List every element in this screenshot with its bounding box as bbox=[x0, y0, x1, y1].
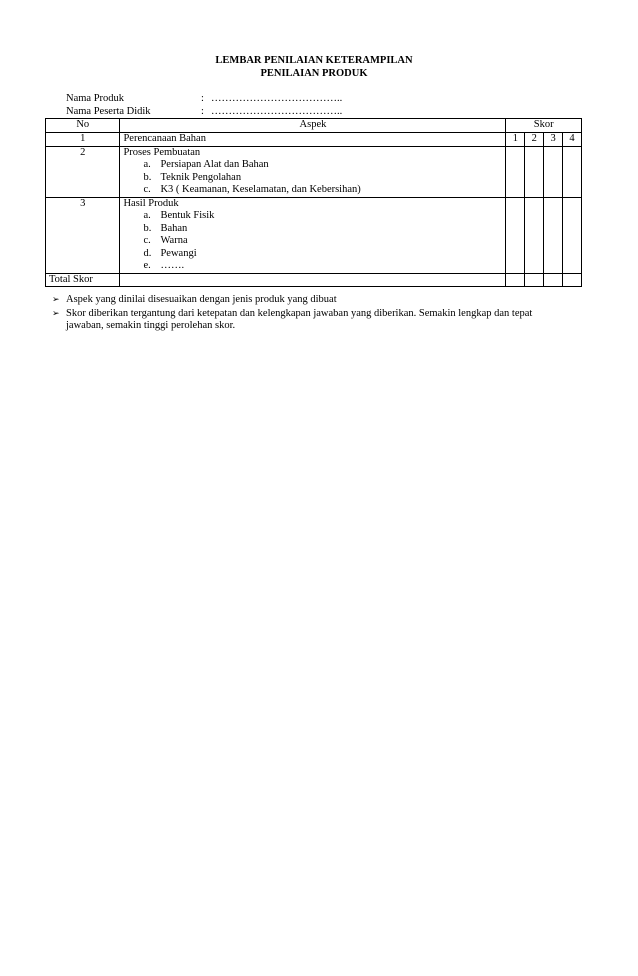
list-marker: e. bbox=[143, 260, 151, 271]
identity-row-product bbox=[66, 92, 466, 105]
score-cell[interactable] bbox=[525, 197, 544, 273]
identity-value-blank: ……………………………….. bbox=[211, 106, 343, 117]
list-item-text: Bentuk Fisik bbox=[160, 210, 215, 221]
score-cell[interactable] bbox=[563, 197, 582, 273]
list-item-text: Warna bbox=[160, 235, 188, 246]
score-col-label: 3 bbox=[544, 133, 563, 147]
list-item bbox=[123, 223, 502, 236]
identity-label: Nama Peserta Didik bbox=[66, 106, 151, 117]
title-line-1: LEMBAR PENILAIAN KETERAMPILAN bbox=[215, 55, 413, 66]
list-marker: c. bbox=[143, 235, 151, 246]
score-cell[interactable] bbox=[544, 273, 563, 287]
assessment-table bbox=[45, 118, 582, 287]
score-col-label: 4 bbox=[563, 133, 582, 147]
list-item bbox=[123, 172, 502, 185]
header-no: No bbox=[46, 119, 120, 133]
list-marker: d. bbox=[143, 247, 152, 259]
table-row bbox=[46, 197, 582, 273]
score-cell[interactable] bbox=[544, 197, 563, 273]
list-item bbox=[123, 235, 502, 248]
table-header-row bbox=[46, 119, 582, 133]
identity-value-blank: ……………………………….. bbox=[211, 93, 343, 104]
score-cell[interactable] bbox=[525, 273, 544, 287]
total-row bbox=[46, 273, 582, 287]
list-marker: a. bbox=[143, 159, 151, 170]
note-text: Aspek yang dinilai disesuaikan dengan jenis produk yang dibuat bbox=[66, 294, 337, 305]
header-aspek: Aspek bbox=[120, 119, 506, 133]
total-label: Total Skor bbox=[46, 273, 120, 287]
arrow-bullet-icon: ➢ bbox=[52, 308, 60, 319]
note-item bbox=[52, 308, 572, 333]
list-marker: a. bbox=[143, 210, 151, 221]
table-row bbox=[46, 133, 582, 147]
table-row bbox=[46, 146, 582, 197]
document-title bbox=[0, 54, 628, 80]
title-line-2: PENILAIAN PRODUK bbox=[260, 68, 368, 79]
list-item bbox=[123, 248, 502, 261]
notes-list bbox=[52, 294, 572, 334]
row-aspek: Perencanaan Bahan bbox=[120, 133, 506, 147]
list-item-text: Pewangi bbox=[160, 247, 197, 259]
score-col-label: 2 bbox=[525, 133, 544, 147]
header-skor: Skor bbox=[506, 119, 582, 133]
list-item-text: Bahan bbox=[160, 222, 188, 234]
row-no: 1 bbox=[46, 133, 120, 147]
row-no: 2 bbox=[46, 146, 120, 197]
row-aspek: Hasil Produk bbox=[123, 197, 179, 209]
identity-row-student bbox=[66, 105, 466, 118]
identity-separator: : bbox=[201, 93, 204, 104]
identity-label: Nama Produk bbox=[66, 93, 125, 104]
score-cell[interactable] bbox=[563, 273, 582, 287]
sub-item-list bbox=[123, 159, 502, 197]
sub-item-list bbox=[123, 210, 502, 273]
list-item bbox=[123, 184, 502, 197]
identity-block bbox=[66, 92, 466, 118]
list-item-text: Teknik Pengolahan bbox=[160, 171, 242, 183]
score-cell[interactable] bbox=[544, 146, 563, 197]
score-cell[interactable] bbox=[525, 146, 544, 197]
list-marker: b. bbox=[143, 222, 152, 234]
note-item bbox=[52, 294, 572, 307]
score-col-label: 1 bbox=[506, 133, 525, 147]
identity-separator: : bbox=[201, 106, 204, 117]
note-text: Skor diberikan tergantung dari ketepatan dan kelengkapan jawaban yang diberikan. Semakin lengkap dan tepat jawaban, semakin tinggi perolehan skor. bbox=[66, 307, 533, 331]
list-item bbox=[123, 159, 502, 172]
list-marker: b. bbox=[143, 171, 152, 183]
score-cell[interactable] bbox=[506, 146, 525, 197]
row-aspek-cell bbox=[120, 197, 506, 273]
list-item-text: K3 ( Keamanan, Keselamatan, dan Kebersihan) bbox=[160, 184, 361, 195]
list-item bbox=[123, 260, 502, 273]
score-cell[interactable] bbox=[506, 273, 525, 287]
row-aspek: Proses Pembuatan bbox=[123, 146, 201, 158]
arrow-bullet-icon: ➢ bbox=[52, 295, 60, 305]
score-cell[interactable] bbox=[563, 146, 582, 197]
row-no: 3 bbox=[46, 197, 120, 273]
list-marker: c. bbox=[143, 184, 151, 195]
list-item-text: Persiapan Alat dan Bahan bbox=[160, 159, 269, 170]
total-aspek-cell bbox=[120, 273, 506, 287]
row-aspek-cell bbox=[120, 146, 506, 197]
list-item bbox=[123, 210, 502, 223]
score-cell[interactable] bbox=[506, 197, 525, 273]
list-item-text: ……. bbox=[160, 260, 185, 271]
